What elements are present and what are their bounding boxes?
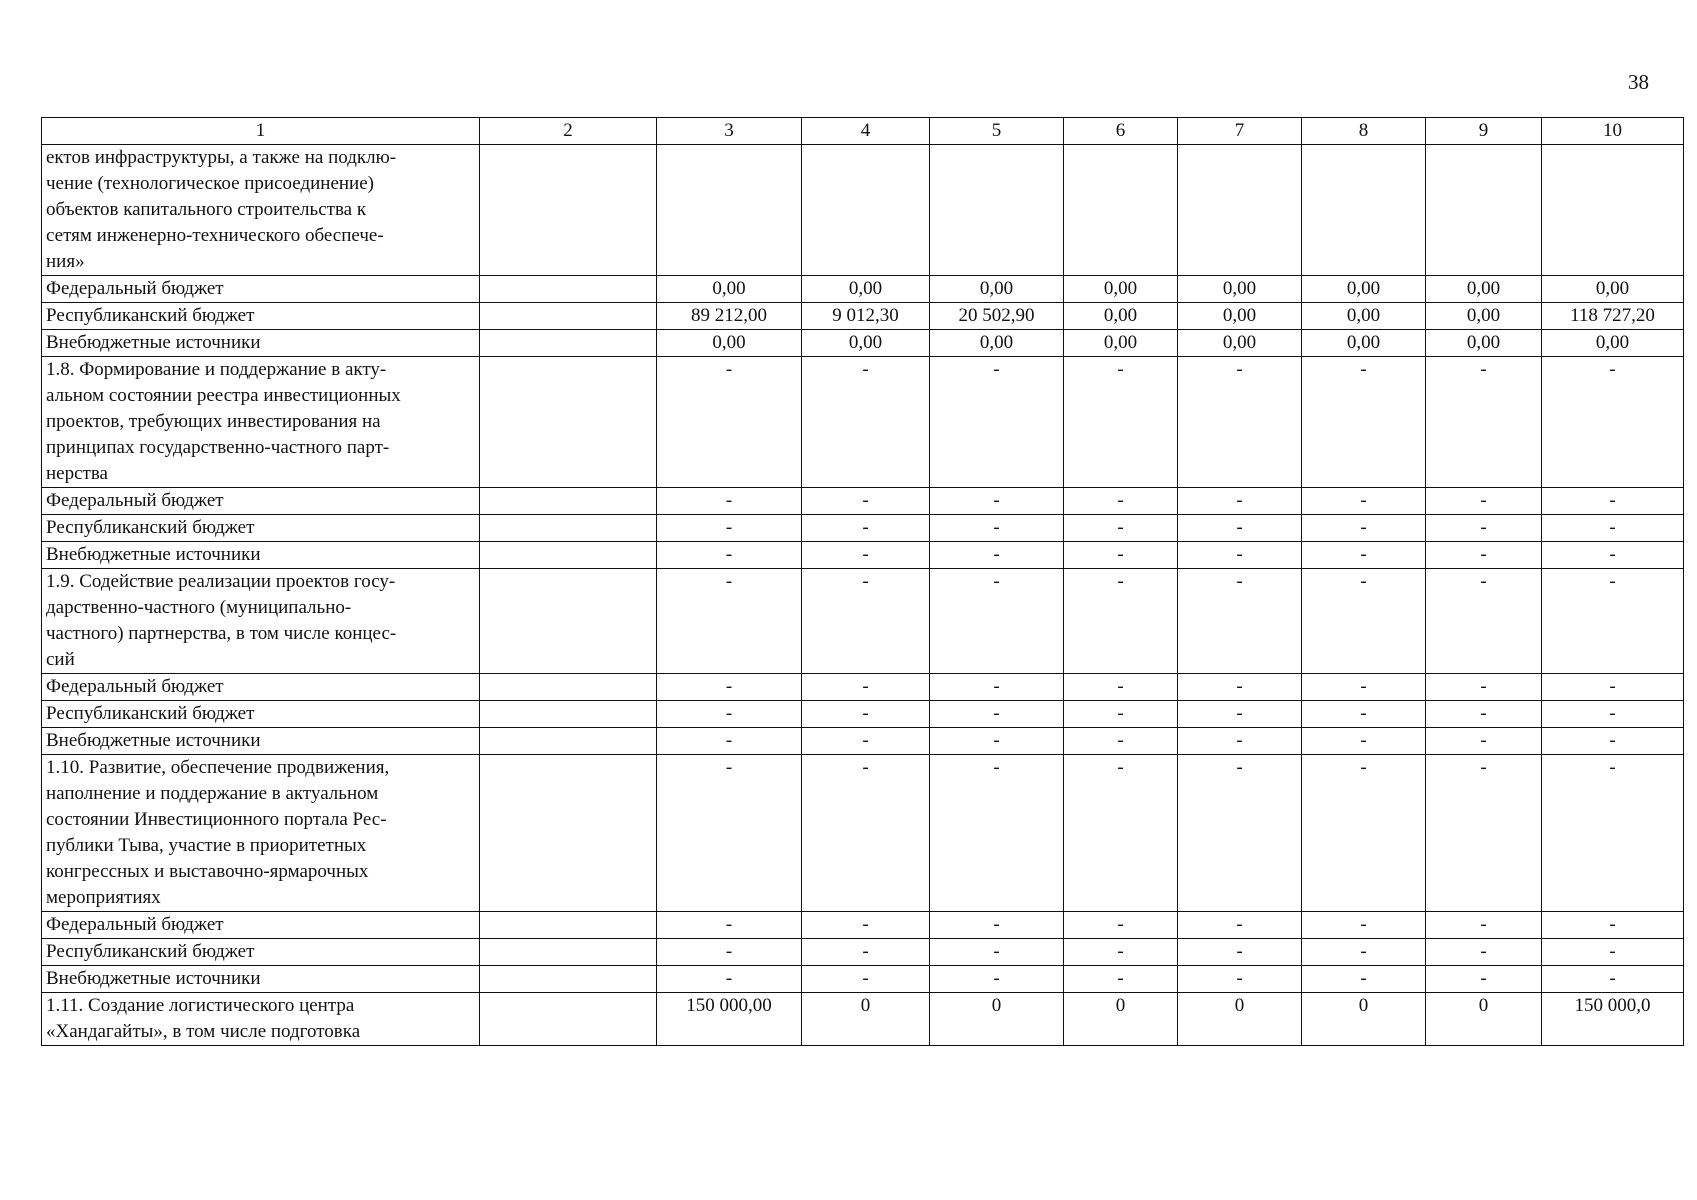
value-cell: -	[657, 357, 802, 488]
funding-source-label: Республиканский бюджет	[42, 701, 480, 728]
value-cell: -	[1426, 755, 1542, 912]
value-cell: -	[802, 542, 930, 569]
value-cell: -	[1178, 966, 1302, 993]
value-cell: -	[657, 674, 802, 701]
value-cell: -	[1178, 912, 1302, 939]
value-cell: -	[1542, 912, 1684, 939]
value-cell: -	[657, 966, 802, 993]
value-cell: -	[930, 515, 1064, 542]
value-cell: -	[1542, 488, 1684, 515]
item-row	[42, 357, 1684, 488]
page-number: 38	[1628, 70, 1649, 94]
value-cell: -	[802, 912, 930, 939]
value-cell: -	[802, 939, 930, 966]
value-cell: 0,00	[930, 276, 1064, 303]
value-cell: -	[1064, 569, 1178, 674]
description-line: «Хандагайты», в том числе подготовка	[46, 1021, 361, 1042]
value-cell: -	[1302, 357, 1426, 488]
description-line: 1.8. Формирование и поддержание в акту-	[46, 359, 387, 380]
column-2-cell	[480, 755, 657, 912]
value-cell: 0,00	[1064, 303, 1178, 330]
value-cell: -	[1064, 357, 1178, 488]
value-cell: 0,00	[657, 276, 802, 303]
header-cell: 6	[1064, 118, 1178, 145]
header-cell: 3	[657, 118, 802, 145]
description-line: ния»	[46, 251, 85, 272]
column-2-cell	[480, 357, 657, 488]
column-2-cell	[480, 515, 657, 542]
value-cell: -	[1426, 515, 1542, 542]
description-line: чение (технологическое присоединение)	[46, 173, 374, 194]
funding-source-label: Республиканский бюджет	[42, 939, 480, 966]
funding-source-row	[42, 939, 1684, 966]
value-cell: -	[930, 357, 1064, 488]
value-cell: -	[1064, 755, 1178, 912]
value-cell: -	[657, 515, 802, 542]
value-cell: -	[930, 569, 1064, 674]
value-cell: -	[1302, 488, 1426, 515]
item-description	[42, 357, 480, 488]
description-line: конгрессных и выставочно-ярмарочных	[46, 861, 369, 882]
value-cell: -	[657, 728, 802, 755]
value-cell: -	[1064, 912, 1178, 939]
value-cell: 0	[1426, 993, 1542, 1046]
value-cell: -	[802, 755, 930, 912]
value-cell: 0,00	[1426, 276, 1542, 303]
value-cell: 0	[1178, 993, 1302, 1046]
value-cell: 9 012,30	[802, 303, 930, 330]
description-line: сетям инженерно-технического обеспече-	[46, 225, 384, 246]
value-cell	[1178, 145, 1302, 276]
funding-source-row	[42, 542, 1684, 569]
description-line: 1.9. Содействие реализации проектов госу-	[46, 571, 396, 592]
value-cell: -	[657, 755, 802, 912]
value-cell: -	[1426, 939, 1542, 966]
value-cell: -	[802, 728, 930, 755]
funding-source-row	[42, 303, 1684, 330]
value-cell: -	[1426, 488, 1542, 515]
value-cell: 150 000,00	[657, 993, 802, 1046]
column-2-cell	[480, 674, 657, 701]
column-2-cell	[480, 912, 657, 939]
value-cell: -	[1426, 357, 1542, 488]
description-line: ектов инфраструктуры, а также на подклю-	[46, 147, 397, 168]
column-2-cell	[480, 542, 657, 569]
value-cell: -	[657, 569, 802, 674]
value-cell: 0,00	[1426, 330, 1542, 357]
description-line: альном состоянии реестра инвестиционных	[46, 385, 401, 406]
value-cell: -	[1426, 966, 1542, 993]
funding-source-label: Внебюджетные источники	[42, 542, 480, 569]
value-cell: 118 727,20	[1542, 303, 1684, 330]
value-cell: 0,00	[802, 330, 930, 357]
header-cell: 10	[1542, 118, 1684, 145]
value-cell: -	[1426, 728, 1542, 755]
funding-source-label: Федеральный бюджет	[42, 674, 480, 701]
value-cell: 0,00	[1178, 276, 1302, 303]
value-cell: 0,00	[1178, 303, 1302, 330]
value-cell: 0,00	[1178, 330, 1302, 357]
description-line: состоянии Инвестиционного портала Рес-	[46, 809, 387, 830]
value-cell: -	[1542, 966, 1684, 993]
item-description	[42, 993, 480, 1046]
column-2-cell	[480, 939, 657, 966]
value-cell: -	[657, 939, 802, 966]
item-description	[42, 755, 480, 912]
description-line: проектов, требующих инвестирования на	[46, 411, 381, 432]
value-cell: -	[1426, 569, 1542, 674]
item-row	[42, 145, 1684, 276]
value-cell: 0,00	[930, 330, 1064, 357]
value-cell: -	[1178, 515, 1302, 542]
header-cell: 7	[1178, 118, 1302, 145]
value-cell: -	[1542, 515, 1684, 542]
value-cell: -	[1178, 701, 1302, 728]
value-cell: -	[657, 701, 802, 728]
value-cell: -	[930, 728, 1064, 755]
value-cell: -	[802, 701, 930, 728]
value-cell: -	[657, 542, 802, 569]
funding-source-row	[42, 330, 1684, 357]
funding-source-label: Внебюджетные источники	[42, 330, 480, 357]
value-cell: -	[1542, 939, 1684, 966]
header-cell: 2	[480, 118, 657, 145]
value-cell: -	[1302, 755, 1426, 912]
value-cell: 20 502,90	[930, 303, 1064, 330]
description-line: публики Тыва, участие в приоритетных	[46, 835, 367, 856]
funding-source-label: Федеральный бюджет	[42, 488, 480, 515]
value-cell: -	[802, 488, 930, 515]
funding-source-row	[42, 488, 1684, 515]
value-cell: -	[802, 674, 930, 701]
description-line: сий	[46, 649, 75, 670]
column-2-cell	[480, 303, 657, 330]
value-cell: -	[1064, 542, 1178, 569]
description-line: наполнение и поддержание в актуальном	[46, 783, 379, 804]
value-cell: -	[1302, 569, 1426, 674]
value-cell: -	[802, 569, 930, 674]
value-cell: 0,00	[657, 330, 802, 357]
item-row	[42, 993, 1684, 1046]
value-cell: -	[1064, 701, 1178, 728]
value-cell: 0,00	[1542, 276, 1684, 303]
value-cell: -	[802, 966, 930, 993]
value-cell: -	[1302, 939, 1426, 966]
value-cell: 0,00	[1064, 276, 1178, 303]
value-cell: 0	[1302, 993, 1426, 1046]
value-cell	[1426, 145, 1542, 276]
item-row	[42, 755, 1684, 912]
value-cell: -	[1178, 569, 1302, 674]
value-cell: 150 000,0	[1542, 993, 1684, 1046]
value-cell: -	[1064, 728, 1178, 755]
value-cell: -	[930, 701, 1064, 728]
value-cell: -	[657, 912, 802, 939]
header-cell: 5	[930, 118, 1064, 145]
value-cell: -	[930, 912, 1064, 939]
value-cell: 0,00	[1302, 330, 1426, 357]
value-cell: -	[1426, 674, 1542, 701]
description-line: 1.10. Развитие, обеспечение продвижения,	[46, 757, 390, 778]
funding-source-label: Внебюджетные источники	[42, 728, 480, 755]
funding-source-row	[42, 912, 1684, 939]
value-cell: 0,00	[1064, 330, 1178, 357]
value-cell: -	[1302, 515, 1426, 542]
value-cell: 0	[1064, 993, 1178, 1046]
header-cell: 8	[1302, 118, 1426, 145]
value-cell	[1302, 145, 1426, 276]
funding-source-label: Республиканский бюджет	[42, 515, 480, 542]
item-description	[42, 569, 480, 674]
funding-source-row	[42, 515, 1684, 542]
value-cell: -	[1064, 939, 1178, 966]
value-cell: 0,00	[1542, 330, 1684, 357]
value-cell: -	[1302, 701, 1426, 728]
value-cell	[657, 145, 802, 276]
value-cell: 0,00	[802, 276, 930, 303]
description-line: мероприятиях	[46, 887, 161, 908]
value-cell: -	[1178, 542, 1302, 569]
value-cell: -	[1542, 755, 1684, 912]
description-line: объектов капитального строительства к	[46, 199, 367, 220]
value-cell: -	[1542, 569, 1684, 674]
description-line: 1.11. Создание логистического центра	[46, 995, 355, 1016]
column-2-cell	[480, 145, 657, 276]
header-cell: 4	[802, 118, 930, 145]
budget-table	[41, 117, 1684, 1046]
value-cell: -	[1426, 912, 1542, 939]
funding-source-label: Федеральный бюджет	[42, 276, 480, 303]
item-row	[42, 569, 1684, 674]
value-cell: -	[930, 966, 1064, 993]
funding-source-row	[42, 966, 1684, 993]
value-cell: -	[930, 755, 1064, 912]
value-cell: 89 212,00	[657, 303, 802, 330]
value-cell: -	[657, 488, 802, 515]
value-cell: -	[1178, 939, 1302, 966]
value-cell: 0,00	[1302, 276, 1426, 303]
value-cell: 0,00	[1426, 303, 1542, 330]
header-cell: 1	[42, 118, 480, 145]
column-2-cell	[480, 701, 657, 728]
description-line: принципах государственно-частного парт-	[46, 437, 390, 458]
funding-source-row	[42, 728, 1684, 755]
value-cell	[1064, 145, 1178, 276]
value-cell: -	[1426, 701, 1542, 728]
column-2-cell	[480, 488, 657, 515]
column-2-cell	[480, 966, 657, 993]
value-cell: -	[1302, 728, 1426, 755]
item-description	[42, 145, 480, 276]
funding-source-label: Республиканский бюджет	[42, 303, 480, 330]
value-cell: -	[1178, 357, 1302, 488]
value-cell: -	[930, 488, 1064, 515]
value-cell: -	[930, 939, 1064, 966]
column-2-cell	[480, 569, 657, 674]
value-cell: 0	[802, 993, 930, 1046]
value-cell: -	[1542, 542, 1684, 569]
value-cell: -	[1542, 674, 1684, 701]
description-line: нерства	[46, 463, 108, 484]
value-cell: -	[1178, 674, 1302, 701]
funding-source-label: Федеральный бюджет	[42, 912, 480, 939]
value-cell: -	[1064, 966, 1178, 993]
value-cell: -	[1064, 488, 1178, 515]
value-cell: -	[1302, 674, 1426, 701]
description-line: частного) партнерства, в том числе концес-	[46, 623, 397, 644]
value-cell: -	[1542, 701, 1684, 728]
description-line: дарственно-частного (муниципально-	[46, 597, 352, 618]
value-cell: -	[802, 357, 930, 488]
header-cell: 9	[1426, 118, 1542, 145]
value-cell: -	[930, 674, 1064, 701]
value-cell: -	[1426, 542, 1542, 569]
column-2-cell	[480, 993, 657, 1046]
value-cell	[1542, 145, 1684, 276]
column-2-cell	[480, 728, 657, 755]
table-header-row	[42, 118, 1684, 145]
value-cell: -	[1542, 357, 1684, 488]
value-cell: -	[1178, 488, 1302, 515]
value-cell: -	[1302, 542, 1426, 569]
column-2-cell	[480, 330, 657, 357]
value-cell: -	[1542, 728, 1684, 755]
value-cell: -	[1302, 966, 1426, 993]
value-cell: -	[1064, 515, 1178, 542]
value-cell: -	[1064, 674, 1178, 701]
column-2-cell	[480, 276, 657, 303]
value-cell: -	[1178, 728, 1302, 755]
value-cell: -	[1178, 755, 1302, 912]
value-cell: -	[802, 515, 930, 542]
value-cell: -	[1302, 912, 1426, 939]
value-cell: -	[930, 542, 1064, 569]
value-cell	[930, 145, 1064, 276]
value-cell: 0	[930, 993, 1064, 1046]
value-cell: 0,00	[1302, 303, 1426, 330]
funding-source-row	[42, 674, 1684, 701]
funding-source-row	[42, 701, 1684, 728]
value-cell	[802, 145, 930, 276]
funding-source-label: Внебюджетные источники	[42, 966, 480, 993]
funding-source-row	[42, 276, 1684, 303]
